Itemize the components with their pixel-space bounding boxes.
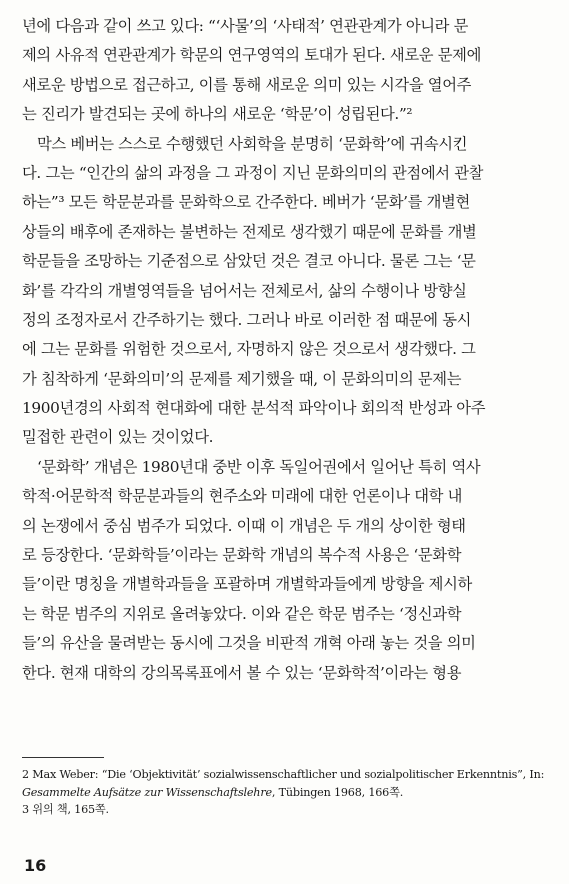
text-line: 1900년경의 사회적 현대화에 대한 분석적 파악이나 회의적 반성과 아주 bbox=[22, 399, 486, 418]
page-number: 16 bbox=[24, 856, 47, 875]
text-line: 정의 조정자로서 간주하기는 했다. 그러나 바로 이러한 점 때문에 동시 bbox=[22, 310, 472, 329]
footnote-2-line2 bbox=[22, 784, 552, 802]
footnote-2-line1: 2 Max Weber: “Die ‘Objektivität’ sozialwissenschaftlicher und sozialpolitischer Erkenntnis”, In: bbox=[22, 768, 545, 781]
footnotes bbox=[22, 766, 552, 819]
text-line: 한다. 현재 대학의 강의목록표에서 볼 수 있는 ‘문화학적’이라는 형용 bbox=[22, 663, 462, 682]
footnote-2-publication: , Tübingen 1968, 166쪽. bbox=[271, 785, 404, 799]
paragraph-start-line: 막스 베버는 스스로 수행했던 사회학을 분명히 ‘문화학’에 귀속시킨 bbox=[37, 134, 468, 153]
text-line: 상들의 배후에 존재하는 불변하는 전제로 생각했기 때문에 문화를 개별 bbox=[22, 222, 477, 241]
text-line: 다. 그는 “인간의 삶의 과정을 그 과정이 지닌 문화의미의 관점에서 관찰 bbox=[22, 163, 484, 182]
text-line: 가 침착하게 ‘문화의미’의 문제를 제기했을 때, 이 문화의미의 문제는 bbox=[22, 369, 462, 388]
text-line: 밀접한 관련이 있는 것이었다. bbox=[22, 428, 214, 447]
text-line: 새로운 방법으로 접근하고, 이를 통해 새로운 의미 있는 시각을 열어주 bbox=[22, 75, 472, 94]
text-line: 들’이란 명칭을 개별학과들을 포괄하며 개별학과들에게 방향을 제시하 bbox=[22, 575, 472, 594]
text-line: 년에 다음과 같이 쓰고 있다: “‘사물’의 ‘사태적’ 연관관계가 아니라 문 bbox=[22, 17, 469, 35]
text-line: 하는”³ 모든 학문분과를 문화학으로 간주한다. 베버가 ‘문화’를 개별현 bbox=[22, 193, 470, 212]
paragraph-start-line: ‘문화학’ 개념은 1980년대 중반 이후 독일어권에서 일어난 특히 역사 bbox=[37, 457, 481, 476]
text-line: 들’의 유산을 물려받는 동시에 그것을 비판적 개혁 아래 놓는 것을 의미 bbox=[22, 634, 476, 653]
text-line: 에 그는 문화를 위험한 것으로서, 자명하지 않은 것으로서 생각했다. 그 bbox=[22, 340, 476, 359]
text-line: 는 진리가 발견되는 곳에 하나의 새로운 ‘학문’이 성립된다.”² bbox=[22, 105, 413, 124]
footnote-3: 3 위의 책, 165쪽. bbox=[22, 803, 109, 816]
text-line: 학문들을 조망하는 기준점으로 삼았던 것은 결코 아니다. 물론 그는 ‘문 bbox=[22, 252, 476, 271]
text-line: 는 학문 범주의 지위로 올려놓았다. 이와 같은 학문 범주는 ‘정신과학 bbox=[22, 604, 462, 623]
text-line: 로 등장한다. ‘문화학들’이라는 문화학 개념의 복수적 사용은 ‘문화학 bbox=[22, 546, 462, 565]
text-line: 학적·어문학적 학문분과들의 현주소와 미래에 대한 언론이나 대학 내 bbox=[22, 487, 463, 506]
text-line: 제의 사유적 연관관계가 학문의 연구영역의 토대가 된다. 새로운 문제에 bbox=[22, 46, 481, 65]
text-line: 의 논쟁에서 중심 범주가 되었다. 이때 이 개념은 두 개의 상이한 형태 bbox=[22, 516, 466, 535]
body-text bbox=[22, 12, 550, 688]
text-line: 화’를 각각의 개별영역들을 넘어서는 전체로서, 삶의 수행이나 방향실 bbox=[22, 281, 467, 300]
footnote-2-book-title: Gesammelte Aufsätze zur Wissenschaftslehre bbox=[22, 785, 272, 799]
footnote-divider bbox=[22, 757, 104, 758]
